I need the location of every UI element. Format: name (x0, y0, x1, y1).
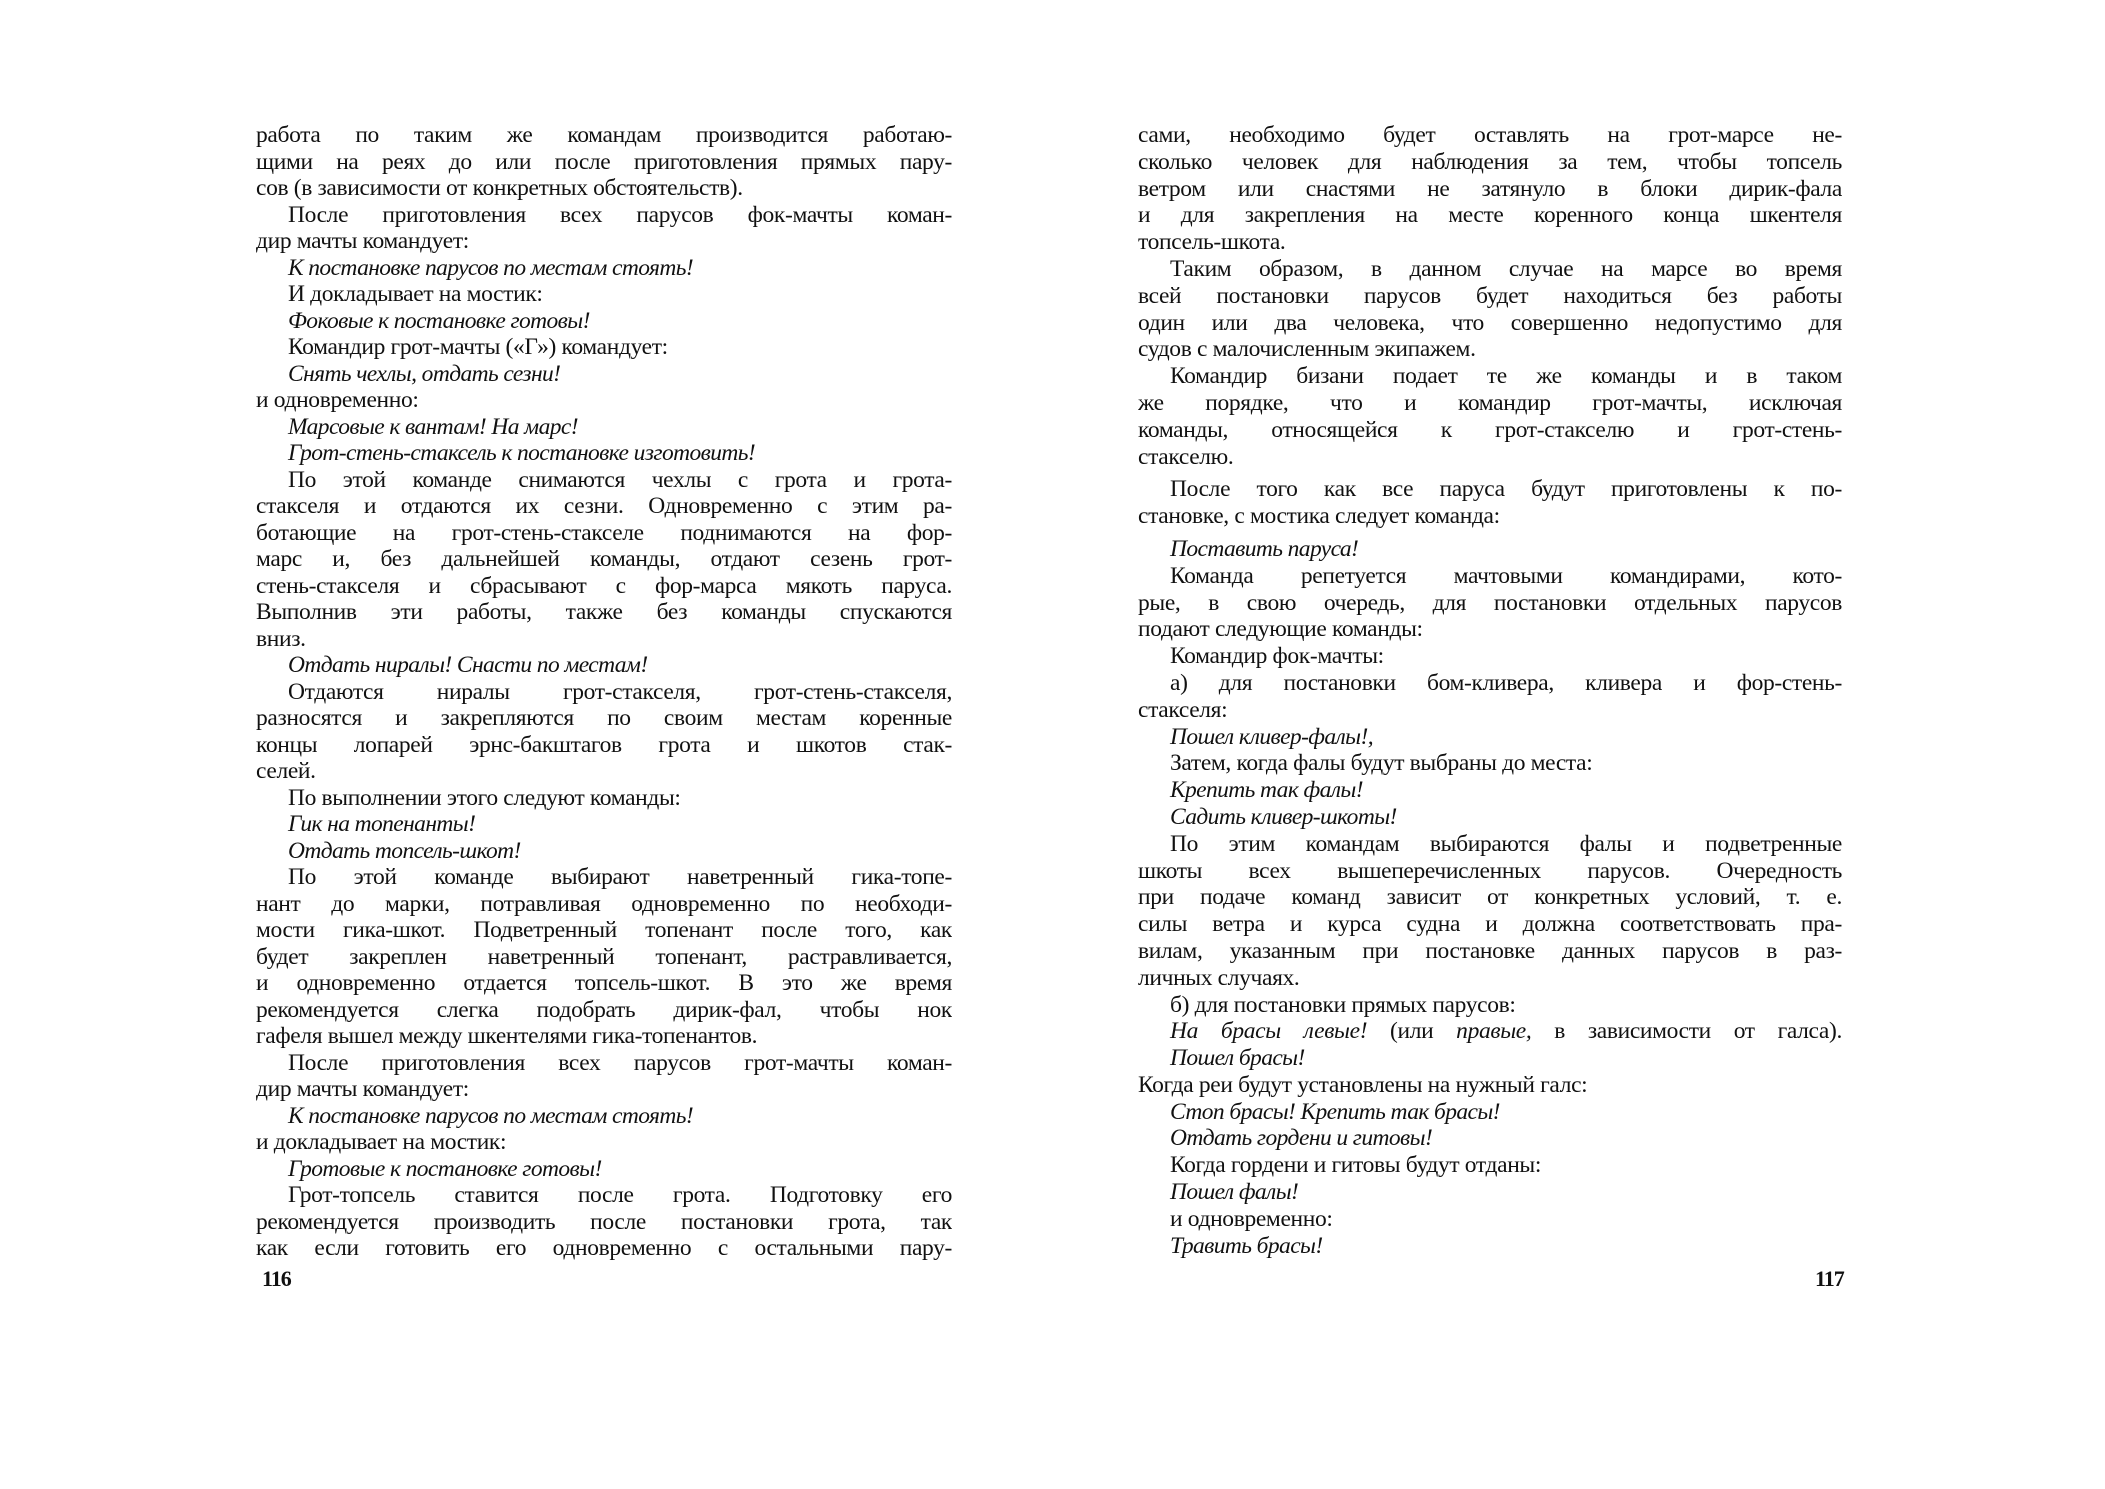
text-line: Таким образом, в данном случае на марсе во время (1170, 255, 1842, 282)
text-line: мости гика-шкот. Подветренный топенант после того, как (256, 917, 952, 943)
text-line: один или два человека, что совершенно недопустимо для (1138, 309, 1842, 336)
text-line: сколько человек для наблюдения за тем, чтобы топсель (1138, 148, 1842, 175)
text-line: и для закрепления на месте коренного конца шкентеля (1138, 202, 1842, 229)
text-line: стакселя и отдаются их сезни. Одновременно с этим ра- (256, 493, 952, 519)
text-line: рекомендуется производить после постановки грота, так (256, 1208, 952, 1235)
text-line: По этой команде снимаются чехлы с грота и грота- (288, 466, 952, 493)
command-line: Травить брасы! (1170, 1232, 1323, 1259)
text-line: щими на реях до или после приготовления прямых пару- (256, 148, 952, 175)
text-line: команды, относящейся к грот-стакселю и грот-стень- (1138, 416, 1842, 443)
command-line: Садить кливер-шкоты! (1170, 803, 1397, 830)
right-page-text (1138, 122, 1842, 1259)
command-line: К постановке парусов по местам стоять! (288, 1102, 694, 1129)
text-line: шкоты всех вышеперечисленных парусов. Очередность (1138, 857, 1842, 884)
text-line: Команда репетуется мачтовыми командирами, кото- (1170, 562, 1842, 589)
command-line: Марсовые к вантам! На марс! (288, 413, 578, 440)
text-line: и докладывает на мостик: (256, 1129, 507, 1155)
text-line: будет закреплен наветренный топенант, растравливается, (256, 943, 952, 970)
text-line: Когда реи будут установлены на нужный галс: (1138, 1071, 1588, 1098)
page-number-left: 116 (262, 1266, 291, 1291)
text-line: ветром или снастями не затянуло в блоки дирик-фала (1138, 175, 1842, 202)
left-page-text (256, 122, 952, 1262)
text-line: личных случаях. (1138, 964, 1300, 991)
text-line: всей постановки парусов будет находиться без работы (1138, 282, 1842, 309)
text-line: Командир фок-мачты: (1170, 643, 1384, 670)
command-fragment: правые, (1456, 1018, 1532, 1045)
command-line: Снять чехлы, отдать сезни! (288, 360, 561, 387)
text-line: Командир грот-мачты («Г») командует: (288, 334, 668, 360)
text-line: Грот-топсель ставится после грота. Подготовку его (288, 1182, 952, 1208)
text-line: б) для постановки прямых парусов: (1170, 991, 1516, 1018)
command-line: Пошел фалы! (1170, 1179, 1299, 1206)
text-line: И докладывает на мостик: (288, 281, 543, 307)
command-line: Фоковые к постановке готовы! (288, 307, 590, 334)
text-line: Когда гордени и гитовы будут отданы: (1170, 1152, 1542, 1179)
command-line: Гротовые к постановке готовы! (288, 1155, 602, 1182)
text-line: и одновременно: (1170, 1205, 1333, 1232)
text-line: и одновременно отдается топсель-шкот. В это же время (256, 970, 952, 996)
text-line: становке, с мостика следует команда: (1138, 503, 1500, 530)
text-line: судов с малочисленным экипажем. (1138, 336, 1476, 363)
command-line: Грот-стень-стаксель к постановке изготовить! (288, 440, 756, 466)
text-line: при подаче команд зависит от конкретных условий, т. е. (1138, 884, 1842, 911)
text-line: стень-стакселя и сбрасывают с фор-марса мякоть паруса. (256, 572, 952, 599)
command-line: Гик на топенанты! (288, 811, 476, 837)
text-line: рые, в свою очередь, для постановки отдельных парусов (1138, 589, 1842, 616)
command-line: Пошел брасы! (1170, 1045, 1305, 1072)
text-line: По этим командам выбираются фалы и подветренные (1170, 830, 1842, 857)
text-line: вилам, указанным при постановке данных парусов в раз- (1138, 937, 1842, 964)
text-line: Выполнив эти работы, также без команды спускаются (256, 599, 952, 625)
command-fragment: На брасы левые! (1170, 1018, 1368, 1045)
text-line: ботающие на грот-стень-стакселе поднимаются на фор- (256, 519, 952, 546)
text-line: марс и, без дальнейшей команды, отдают сезень грот- (256, 546, 952, 572)
page-number-right: 117 (1815, 1266, 1844, 1291)
text-line: концы лопарей эрнс-бакштагов грота и шкотов стак- (256, 731, 952, 758)
text-line: же порядке, что и командир грот-мачты, исключая (1138, 389, 1842, 416)
text-line: сов (в зависимости от конкретных обстоятельств). (256, 175, 743, 201)
text-line: подают следующие команды: (1138, 616, 1423, 643)
text-line: Затем, когда фалы будут выбраны до места: (1170, 750, 1593, 777)
command-line: Пошел кливер-фалы!, (1170, 723, 1373, 750)
text-line: По этой команде выбирают наветренный гика-топе- (288, 864, 952, 890)
text-line: и одновременно: (256, 387, 419, 413)
text-line: гафеля вышел между шкентелями гика-топенантов. (256, 1023, 758, 1049)
text-line: По выполнении этого следуют команды: (288, 784, 681, 811)
text-line: После приготовления всех парусов фок-мачты коман- (288, 201, 952, 228)
command-line: Отдать ниралы! Снасти по местам! (288, 652, 648, 678)
text-line (1138, 1018, 1842, 1045)
command-line: Поставить паруса! (1170, 535, 1359, 562)
text-line: дир мачты командует: (256, 228, 469, 254)
command-line: Крепить так фалы! (1170, 777, 1363, 804)
text-line: дир мачты командует: (256, 1076, 469, 1102)
text-line: Отдаются ниралы грот-стакселя, грот-стень-стакселя, (288, 678, 952, 705)
text-line: разносятся и закрепляются по своим местам коренные (256, 705, 952, 731)
command-line: Отдать гордени и гитовы! (1170, 1125, 1433, 1152)
text-line: вниз. (256, 625, 306, 652)
text-line: рекомендуется слегка подобрать дирик-фал, чтобы нок (256, 996, 952, 1023)
text-line: стакселю. (1138, 443, 1234, 470)
text-line: После приготовления всех парусов грот-мачты коман- (288, 1049, 952, 1076)
text-line: сами, необходимо будет оставлять на грот-марсе не- (1138, 122, 1842, 148)
text-line: топсель-шкота. (1138, 229, 1286, 256)
text-line: как если готовить его одновременно с остальными пару- (256, 1235, 952, 1261)
command-line: Стоп брасы! Крепить так брасы! (1170, 1098, 1500, 1125)
text-line: работа по таким же командам производится работаю- (256, 122, 952, 148)
text-fragment: в зависимости от галса). (1531, 1018, 1842, 1045)
text-line: селей. (256, 758, 316, 784)
text-line: силы ветра и курса судна и должна соответствовать пра- (1138, 911, 1842, 938)
command-line: Отдать топсель-шкот! (288, 837, 521, 864)
text-line: стакселя: (1138, 696, 1228, 723)
text-line: нант до марки, потравливая одновременно по необходи- (256, 890, 952, 917)
text-line: а) для постановки бом-кливера, кливера и фор-стень- (1170, 669, 1842, 696)
text-line: После того как все паруса будут приготовлены к по- (1170, 476, 1842, 503)
text-fragment: (или (1367, 1018, 1457, 1045)
command-line: К постановке парусов по местам стоять! (288, 254, 694, 281)
text-line: Командир бизани подает те же команды и в таком (1170, 363, 1842, 390)
